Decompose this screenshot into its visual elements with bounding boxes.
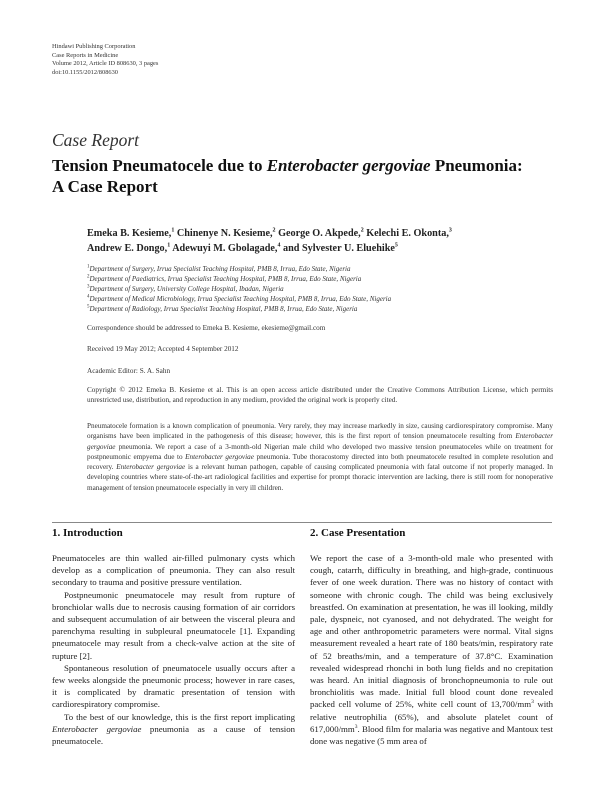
volume-info: Volume 2012, Article ID 808630, 3 pages — [52, 60, 159, 68]
affiliation-list — [87, 264, 557, 314]
journal-header — [52, 43, 158, 77]
author: Kelechi E. Okonta,$^3$ — [366, 227, 452, 239]
affiliation: $^3$Department of Surgery, University College Hospital, Ibadan, Nigeria — [87, 284, 284, 293]
affiliation: $^2$Department of Paediatrics, Irrua Specialist Teaching Hospital, PMB 8, Irrua, Edo State, Nigeria — [87, 274, 362, 283]
correspondence: Correspondence should be addressed to Emeka B. Kesieme, ekesieme@gmail.com — [87, 324, 326, 332]
author: George O. Akpede,$^2$ — [278, 227, 364, 239]
left-column — [52, 527, 295, 747]
article-type: Case Report — [52, 130, 140, 150]
affiliation: $^5$Department of Radiology, Irrua Specialist Teaching Hospital, PMB 8, Irrua, Edo State, Nigeria — [87, 304, 358, 313]
abstract: Pneumatocele formation is a known complication of pneumonia. Very rarely, they may increase markedly in size, causing cardiorespiratory compromise. Many organisms have been implicated in the pathogenesis of this disease; however, this is the first report of tension pneumatocele resulting from Enterobacter gergoviae pneumonia. We report a case of a 3-month-old Nigerian male child who developed two massive tension pneumatoceles while on treatment for postpneumonic empyema due to Enterobacter gergoviae pneumonia. Tube thoracostomy directed into both pneumatocele resulted in complete resolution and recovery. Enterobacter gergoviae is a relevant human pathogen, capable of causing complicated pneumonia with fatal outcome if not properly managed. In developing countries where state-of-the-art radiological facilities and expertise for prompt thoracic intervention are lacking, there is still room for nonoperative management of tension pneumatocele especially in very ill children. — [87, 422, 554, 492]
section-heading-introduction: 1. Introduction — [52, 527, 123, 539]
section-heading-case-presentation: 2. Case Presentation — [310, 527, 406, 539]
affiliation: $^4$Department of Medical Microbiology, Irrua Specialist Teaching Hospital, PMB 8, Irrua, Edo State, Nigeria — [87, 294, 392, 303]
title-line-2: A Case Report — [52, 177, 158, 196]
doi[interactable]: doi:10.1155/2012/808630 — [52, 68, 118, 76]
author-list — [87, 226, 557, 256]
author: Emeka B. Kesieme,$^1$ — [87, 227, 175, 239]
journal-name: Case Reports in Medicine — [52, 51, 119, 59]
article-title — [52, 155, 552, 197]
section-divider — [52, 522, 552, 523]
title-text: Tension Pneumatocele due to — [52, 156, 267, 175]
paragraph: Spontaneous resolution of pneumatocele usually occurs after a few weeks alongside the pneumonic process; however in rare cases, it is complicated by dramatic presentation of tension with cardiorespiratory compromise. — [52, 662, 295, 710]
paragraph: Pneumatoceles are thin walled air-filled pulmonary cysts which develop as a complication of pneumonia. They can also result secondary to trauma and positive pressure ventilation. — [52, 553, 295, 588]
affiliation: $^1$Department of Surgery, Irrua Specialist Teaching Hospital, PMB 8, Irrua, Edo State, Nigeria — [87, 264, 351, 273]
academic-editor: Academic Editor: S. A. Sahn — [87, 367, 171, 375]
author: Chinenye N. Kesieme,$^2$ — [176, 227, 276, 239]
paragraph: We report the case of a 3-month-old male who presented with cough, catarrh, difficulty in breathing, and high-grade, continuous fever of one week duration. There was no history of contact with someone with chronic cough. The child was being exclusively breastfed. On examination at presentation, he was ill looking, mildly pale, dyspneic, not cyanosed, and not dehydrated. The weight for age and other anthropometric parameters were normal. Vital signs measurement revealed a heart rate of 180 beats/min, respiratory rate of 52 breaths/min, and a temperature of 37.8°C. Examination revealed widespread rhonchi in both lung fields and no crepitation was heard. An initial diagnosis of bronchopneumonia to rule out bronchiolitis was made. Initial full blood count done revealed packed cell volume of 25%, white cell count of $13,700/mm^3$ with relative neutrophilia (65%), and absolute platelet count of $617,000/mm^3$. Blood film for malaria was negative and Mantoux test done was negative (5 mm area of — [310, 553, 554, 747]
author: Andrew E. Dongo,$^1$ — [87, 242, 171, 254]
author: and Sylvester U. Eluehike$^5$ — [283, 242, 398, 254]
title-text: Pneumonia: — [430, 156, 523, 175]
received-dates: Received 19 May 2012; Accepted 4 September 2012 — [87, 345, 239, 353]
right-column — [310, 527, 553, 747]
publisher-name: Hindawi Publishing Corporation — [52, 43, 136, 50]
author: Adewuyi M. Gbolagade,$^4$ — [172, 242, 281, 254]
paragraph: Postpneumonic pneumatocele may result from rupture of bronchiolar walls due to necrosis causing formation of air corridors and subsequent accumulation of air between the visceral pleura and parenchyma resulting in subpleural pneumatocele [1]. Expanding pneumatocele may result from a check-valve action at the site of rupture [2]. — [52, 589, 295, 661]
paragraph: To the best of our knowledge, this is the first report implicating Enterobacter gergoviae pneumonia as a cause of tension pneumatocele. — [52, 711, 295, 747]
title-organism: Enterobacter gergoviae — [266, 156, 431, 175]
copyright-notice: Copyright © 2012 Emeka B. Kesieme et al. This is an open access article distributed under the Creative Commons Attribution License, which permits unrestricted use, distribution, and reproduction in any medium, provided the original work is properly cited. — [87, 386, 553, 405]
